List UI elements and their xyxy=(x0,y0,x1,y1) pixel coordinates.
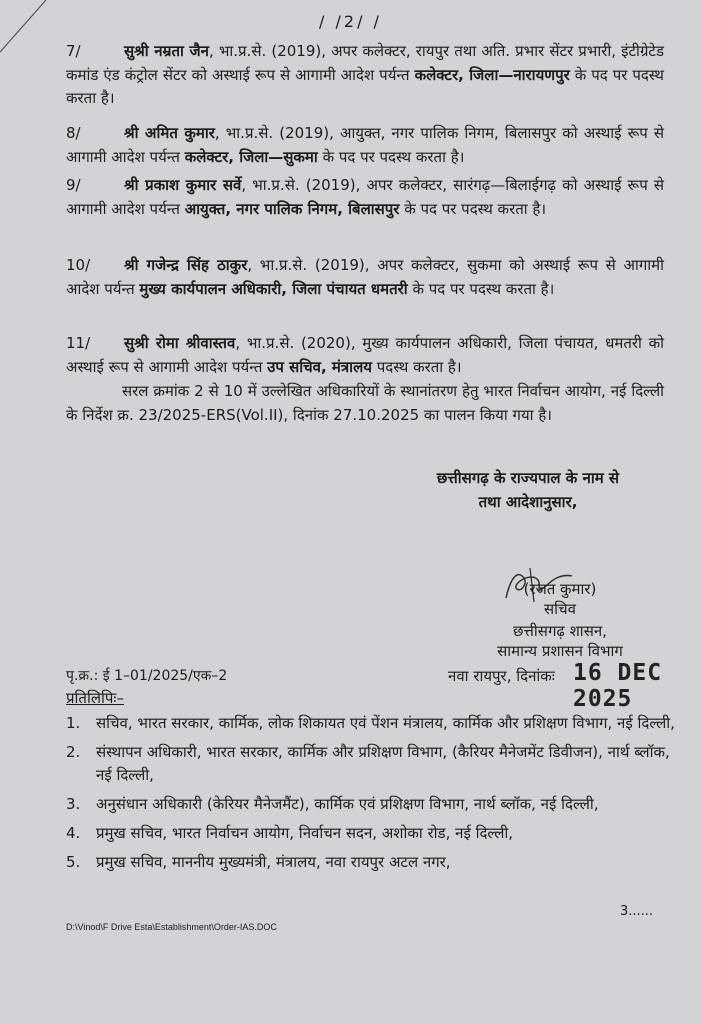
order-paragraph-10 xyxy=(66,254,664,301)
order-paragraph-7 xyxy=(66,40,664,111)
paragraph-text: , भा.प्र.से. (2019), अपर कलेक्टर, सारंगढ़—बिलाईगढ़ को अस्थाई रूप से आगामी आदेश पर्यन्त xyxy=(66,176,664,218)
list-item: 4. प्रमुख सचिव, भारत निर्वाचन आयोग, निर्वाचन सदन, अशोका रोड, नई दिल्ली, xyxy=(66,824,514,842)
officer-name: श्री प्रकाश कुमार सर्वे xyxy=(124,176,242,194)
posting: आयुक्त, नगर पालिक निगम, बिलासपुर xyxy=(184,199,400,218)
paragraph-number: 8/ xyxy=(66,124,81,142)
signatory-designation: सचिव xyxy=(544,600,576,618)
officer-name: श्री अमित कुमार xyxy=(124,124,215,142)
date-stamp: 16 DEC 2025 xyxy=(573,660,663,712)
paragraph-number: 11/ xyxy=(66,334,91,352)
list-item: 5. प्रमुख सचिव, माननीय मुख्यमंत्री, मंत्रालय, नवा रायपुर अटल नगर, xyxy=(66,853,451,871)
paragraph-text-end: पदस्थ करता है। xyxy=(371,357,462,376)
page-number: / /2/ / xyxy=(319,12,382,31)
posting: मुख्य कार्यपालन अधिकारी, जिला पंचायत धमतरी xyxy=(139,279,408,298)
officer-name: श्री गजेन्द्र सिंह ठाकुर xyxy=(124,256,248,274)
authority-block xyxy=(398,466,658,514)
compliance-note xyxy=(66,380,664,427)
paragraph-text-end: के पद पर पदस्थ करता है। xyxy=(317,147,465,166)
officer-name: सुश्री रोमा श्रीवास्तव xyxy=(124,334,236,352)
posting: उप सचिव, मंत्रालय xyxy=(267,357,372,376)
paragraph-text-end: के पद पर पदस्थ करता है। xyxy=(399,199,547,218)
order-paragraph-9 xyxy=(66,174,664,221)
list-item: 1. सचिव, भारत सरकार, कार्मिक, लोक शिकायत एवं पेंशन मंत्रालय, कार्मिक और प्रशिक्षण विभाग, नई दिल्ली, xyxy=(66,714,675,732)
copy-to-list xyxy=(66,712,686,880)
file-path: D:\Vinod\F Drive Esta\Establishment\Order-IAS.DOC xyxy=(66,922,277,932)
list-item: 2. संस्थापन अधिकारी, भारत सरकार, कार्मिक और प्रशिक्षण विभाग, (कैरियर मैनेजमेंट डिवीजन), नार्थ ब्लॉक, नई दिल्ली, xyxy=(66,743,670,784)
note-text: सरल क्रमांक 2 से 10 में उल्लेखित अधिकारियों के स्थानांतरण हेतु भारत निर्वाचन आयोग, नई दिल्ली के निर्देश क्र. 23/2025-ERS(Vol.II), दिनांक 27.10.2025 का पालन किया गया है। xyxy=(66,382,664,424)
signatory-org-1: छत्तीसगढ़ शासन, xyxy=(513,622,607,640)
posting: कलेक्टर, जिला—सुकमा xyxy=(184,147,318,166)
posting: कलेक्टर, जिला—नारायणपुर xyxy=(414,65,570,84)
list-item: 3. अनुसंधान अधिकारी (केरियर मैनेजमैंट), कार्मिक एवं प्रशिक्षण विभाग, नार्थ ब्लॉक, नई दिल्ली, xyxy=(66,795,599,813)
place-date-label: नवा रायपुर, दिनांकः xyxy=(448,667,555,685)
copy-to-heading: प्रतिलिपिः– xyxy=(66,689,124,707)
authority-line-1: छत्तीसगढ़ के राज्यपाल के नाम से xyxy=(436,469,620,487)
officer-name: सुश्री नम्रता जैन xyxy=(124,42,209,60)
paragraph-number: 10/ xyxy=(66,256,91,274)
order-paragraph-11 xyxy=(66,332,664,379)
paragraph-text: , भा.प्र.से. (2020), मुख्य कार्यपालन अधिकारी, जिला पंचायत, धमतरी को अस्थाई रूप से आगामी आदेश पर्यन्त xyxy=(66,334,665,376)
order-paragraph-8 xyxy=(66,122,664,169)
paragraph-text: , भा.प्र.से. (2019), आयुक्त, नगर पालिक निगम, बिलासपुर को अस्थाई रूप से आगामी आदेश पर्यन्त xyxy=(66,124,664,166)
paragraph-text-end: के पद पर पदस्थ करता है। xyxy=(407,279,555,298)
signatory-name: (रजत कुमार) xyxy=(523,580,597,598)
paragraph-text: , भा.प्र.से. (2019), अपर कलेक्टर, सुकमा को अस्थाई रूप से आगामी आदेश पर्यन्त xyxy=(66,256,665,298)
paragraph-number: 9/ xyxy=(66,176,81,194)
paragraph-text: , भा.प्र.से. (2019), अपर कलेक्टर, रायपुर तथा अति. प्रभार सेंटर प्रभारी, इंटीग्रेटेड कमांड एंड कंट्रोल सेंटर को अस्थाई रूप से आगामी आदेश पर्यन्त xyxy=(66,42,664,84)
signatory-org-2: सामान्य प्रशासन विभाग xyxy=(497,642,623,660)
reference-number: पृ.क्र.: ई 1–01/2025/एक–2 xyxy=(66,668,228,684)
paragraph-number: 7/ xyxy=(66,42,81,60)
authority-line-2: तथा आदेशानुसार, xyxy=(478,493,578,511)
continuation-marker: 3...... xyxy=(620,904,654,919)
paragraph-text-end: के पद पर पदस्थ करता है। xyxy=(66,65,665,107)
